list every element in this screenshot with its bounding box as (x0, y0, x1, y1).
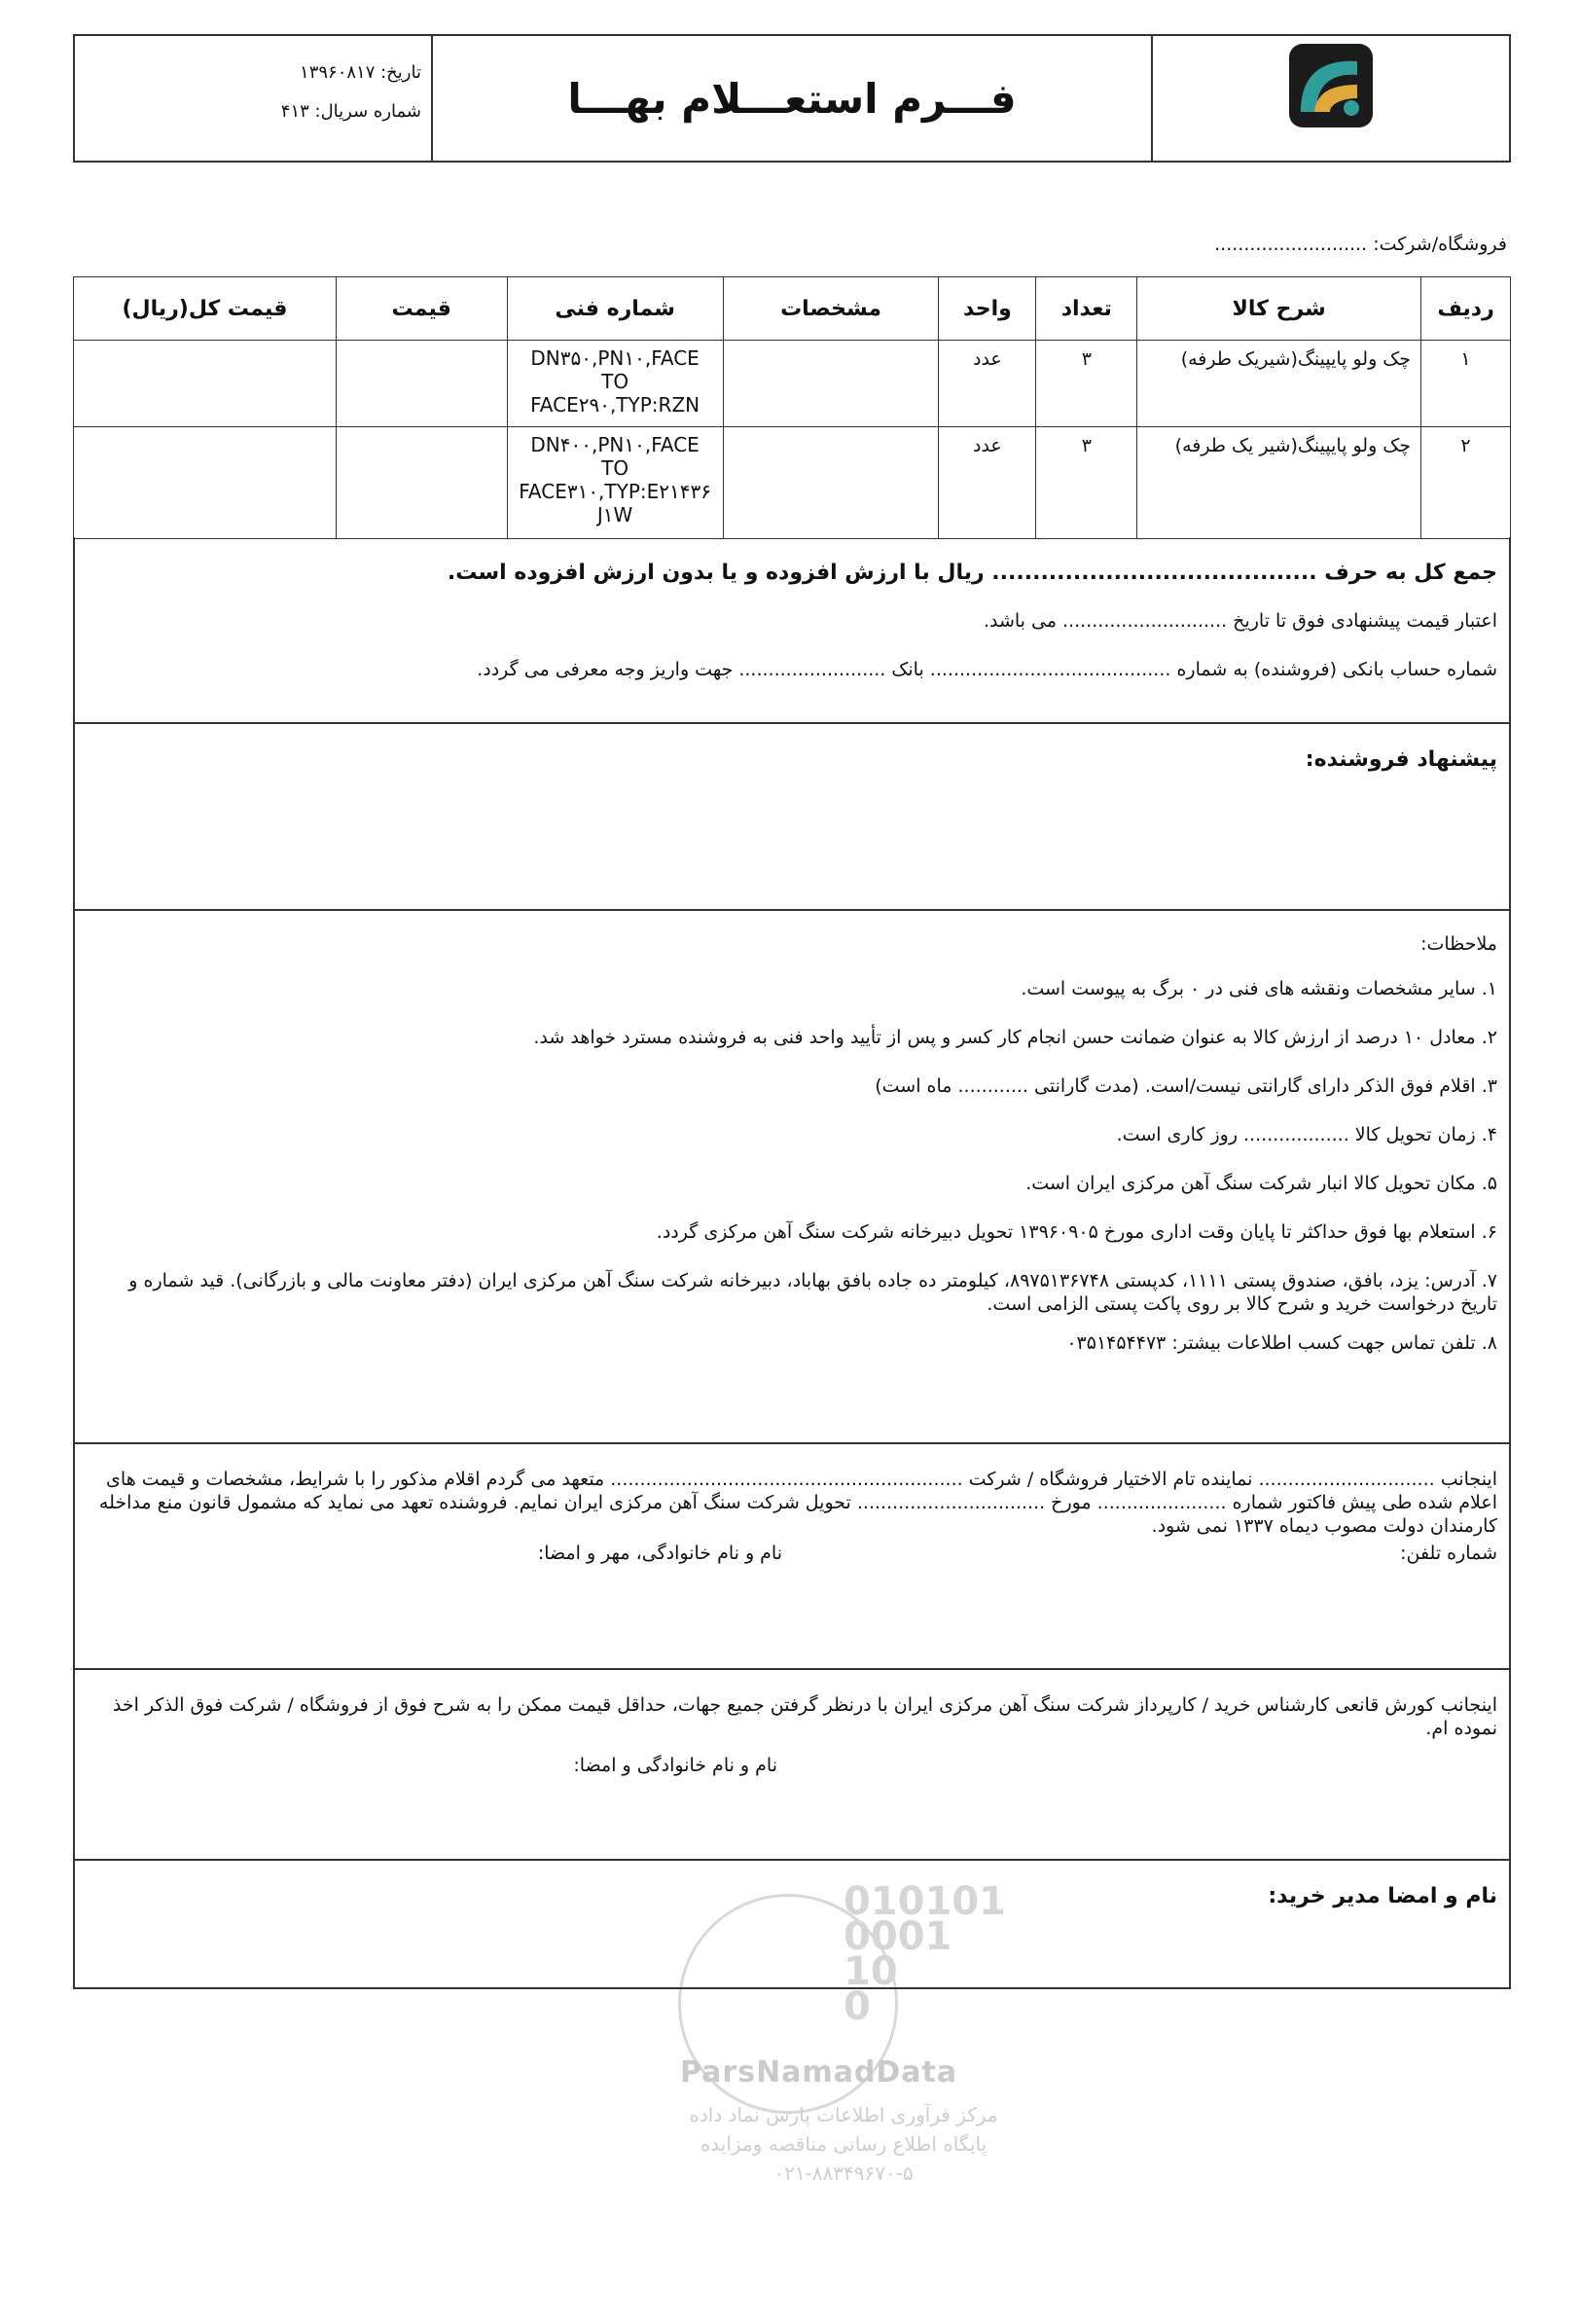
validity-line: اعتبار قیمت پیشنهادی فوق تا تاریخ ............................ می باشد. (983, 610, 1497, 632)
item-spec[interactable] (723, 341, 939, 427)
row-number: ۲ (1421, 427, 1511, 539)
watermark-sub-line: مرکز فرآوری اطلاعات پارس نماد داده (689, 2103, 998, 2126)
seller-declaration-section (73, 1444, 1511, 1670)
col-header-qty: تعداد (1036, 277, 1137, 341)
form-title: فـــرم استعـــلام بهـــا (567, 74, 1017, 123)
watermark-subtitle (668, 2100, 1019, 2188)
item-unit: عدد (939, 427, 1036, 539)
note-item: ۷. آدرس: یزد، بافق، صندوق پستی ۱۱۱۱، کدپستی ۸۹۷۵۱۳۶۷۴۸، کیلومتر ده جاده بافق بهاباد، دبیرخانه شرکت سنگ آهن مرکزی ایران (دفتر معاونت مالی و بازرگانی). قید شماره و تاریخ درخواست خرید و شرح کالا بر روی پاکت پستی الزامی است. (128, 1270, 1497, 1315)
seller-offer-title: پیشنهاد فروشنده: (1305, 747, 1497, 772)
total-in-words-line: جمع کل به حرف ........................................ ریال با ارزش افزوده و یا بدون ارزش افزوده است. (447, 561, 1497, 585)
table-header-row (74, 277, 1511, 341)
watermark-sub-line: پایگاه اطلاع رسانی مناقصه ومزایده (700, 2132, 988, 2156)
seller-sign-label: نام و نام خانوادگی، مهر و امضا: (537, 1543, 782, 1564)
tech-line: TO (601, 456, 629, 480)
note-item: ۲. معادل ۱۰ درصد از ارزش کالا به عنوان ضمانت حسن انجام کار کسر و پس از تأیید واحد فنی به فروشنده مسترد خواهد شد. (533, 1027, 1497, 1048)
col-header-total: قیمت کل(ریال) (74, 277, 337, 341)
note-item: ۳. اقلام فوق الذکر دارای گارانتی نیست/است. (مدت گارانتی ............ ماه است) (875, 1075, 1497, 1097)
note-item: ۴. زمان تحویل کالا .................. روز کاری است. (1116, 1124, 1497, 1145)
manager-sign-title: نام و امضا مدیر خرید: (1268, 1884, 1497, 1908)
col-header-price: قیمت (336, 277, 507, 341)
logo-cell (1151, 36, 1509, 161)
item-spec[interactable] (723, 427, 939, 539)
item-qty: ۳ (1036, 427, 1137, 539)
store-line: فروشگاه/شرکت: .......................... (1214, 234, 1507, 255)
tech-line: TO (601, 370, 629, 393)
date-value: ۱۳۹۶۰۸۱۷ (300, 62, 376, 83)
table-row (74, 427, 1511, 539)
watermark-name: ParsNamadData (680, 2055, 958, 2089)
buyer-sign-label: نام و نام خانوادگی و امضا: (573, 1755, 777, 1776)
col-header-row: ردیف (1421, 277, 1511, 341)
item-tech-number (507, 341, 723, 427)
item-tech-number (507, 427, 723, 539)
item-unit: عدد (939, 341, 1036, 427)
col-header-desc: شرح کالا (1137, 277, 1421, 341)
note-item: ۶. استعلام بها فوق حداکثر تا پایان وقت اداری مورخ ۱۳۹۶۰۹۰۵ تحویل دبیرخانه شرکت سنگ آهن مرکزی گردد. (656, 1221, 1497, 1243)
watermark-bits: 010101 0001 10 0 (844, 1879, 1006, 2029)
note-item: ۱. سایر مشخصات ونقشه های فنی در ۰ برگ به پیوست است. (1021, 978, 1497, 999)
item-total[interactable] (74, 341, 337, 427)
notes-title: ملاحظات: (1420, 933, 1497, 955)
note-item: ۸. تلفن تماس جهت کسب اطلاعات بیشتر: ۰۳۵۱۴۵۴۴۷۳ (1066, 1332, 1497, 1354)
col-header-spec: مشخصات (723, 277, 939, 341)
serial-row (75, 92, 421, 131)
seller-offer-section[interactable] (73, 724, 1511, 911)
table-row (74, 341, 1511, 427)
total-section (73, 537, 1511, 724)
form-header (73, 34, 1511, 163)
note-item: ۵. مکان تحویل کالا انبار شرکت سنگ آهن مرکزی ایران است. (1025, 1173, 1497, 1194)
tech-line: DN۳۵۰,PN۱۰,FACE (530, 346, 700, 370)
company-logo-icon (1287, 42, 1375, 129)
buyer-confirmation-section (73, 1670, 1511, 1861)
item-desc: چک ولو پایپینگ(شیریک طرفه) (1137, 341, 1421, 427)
items-table (73, 276, 1511, 539)
tech-line: DN۴۰۰,PN۱۰,FACE (530, 433, 700, 456)
row-number: ۱ (1421, 341, 1511, 427)
bank-account-line: شماره حساب بانکی (فروشنده) به شماره ......................................... بانک ......................... جهت واریز وجه معرفی می گردد. (477, 659, 1497, 680)
date-label: تاریخ: (380, 62, 421, 83)
watermark-sub-line: ۰۲۱-۸۸۳۴۹۶۷۰-۵ (773, 2161, 914, 2185)
col-header-tech: شماره فنی (507, 277, 723, 341)
tech-line: FACE۲۹۰,TYP:RZN (530, 393, 700, 417)
item-price[interactable] (336, 341, 507, 427)
serial-value: ۴۱۳ (280, 101, 309, 122)
tech-line: FACE۳۱۰,TYP:E۲۱۴۳۶ (519, 480, 711, 503)
purchase-manager-section[interactable] (73, 1861, 1511, 1989)
phone-label: شماره تلفن: (1400, 1543, 1497, 1564)
item-desc: چک ولو پایپینگ(شیر یک طرفه) (1137, 427, 1421, 539)
item-price[interactable] (336, 427, 507, 539)
date-row (75, 54, 421, 92)
col-header-unit: واحد (939, 277, 1036, 341)
title-cell (431, 36, 1151, 161)
item-qty: ۳ (1036, 341, 1137, 427)
info-cell (75, 36, 435, 161)
tech-line: J۱W (596, 503, 633, 527)
buyer-text: اینجانب کورش قانعی کارشناس خرید / کارپرداز شرکت سنگ آهن مرکزی ایران با درنظر گرفتن جمیع جهات، حداقل قیمت ممکن را به شرح فوق از فروشگاه / شرکت فوق الذکر اخذ نموده ام. (112, 1694, 1497, 1739)
declaration-text: اینجانب .............................. نماینده تام الاختیار فروشگاه / شرکت ............................................................ متعهد می گردم اقلام مذکور را با شرایط، مشخصات و قیمت های اعلام شده طی پیش فاکتور شماره ...................... مورخ ................................ تحویل شرکت سنگ آهن مرکزی ایران نمایم. فروشنده تعهد می نماید که مشمول قانون منع مداخله کارمندان دولت مصوب دیماه ۱۳۳۷ نمی شود. (98, 1469, 1497, 1537)
item-total[interactable] (74, 427, 337, 539)
serial-label: شماره سریال: (314, 101, 421, 122)
